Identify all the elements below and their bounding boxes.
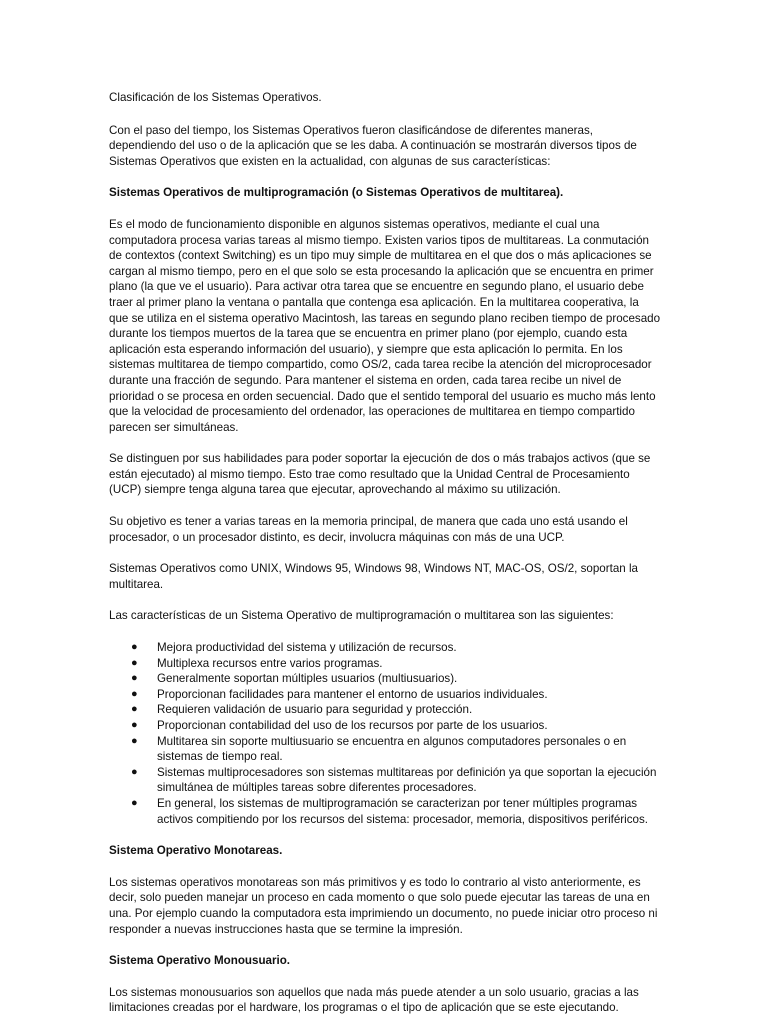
characteristics-list [109,640,661,827]
section-heading-monousuario: Sistema Operativo Monousuario. [109,954,291,968]
bullet-icon: ● [131,656,138,669]
paragraph: Los sistemas operativos monotareas son más primitivos y es todo lo contrario al visto anteriormente, es decir, solo pueden manejar un proceso en cada momento o que solo puede ejecutar las tareas de una en una. Por ejemplo cuando la computadora esta imprimiendo un documento, no puede iniciar otro proceso ni responder a nuevas instrucciones hasta que se termine la impresión. [109,875,658,936]
document-page [109,90,661,1032]
list-item [109,702,661,718]
list-item-text: Sistemas multiprocesadores son sistemas multitareas por definición ya que soportan la ejecución simultánea de múltiples tareas sobre diferentes procesadores. [157,765,657,795]
bullet-icon: ● [131,641,138,654]
section-heading-monotareas: Sistema Operativo Monotareas. [109,844,283,858]
list-item [109,671,661,687]
list-item [109,718,661,734]
list-item-text: Proporcionan facilidades para mantener el entorno de usuarios individuales. [157,687,548,701]
list-item-text: Mejora productividad del sistema y utilización de recursos. [157,641,457,655]
bullet-icon: ● [131,796,138,809]
list-item-text: Multitarea sin soporte multiusuario se encuentra en algunos computadores personales o en sistemas de tiempo real. [157,734,627,764]
section-heading-multiprogramacion: Sistemas Operativos de multiprogramación (o Sistemas Operativos de multitarea). [109,186,564,200]
list-item [109,656,661,672]
list-item-text: Requieren validación de usuario para seguridad y protección. [157,703,473,717]
paragraph: Los sistemas monousuarios son aquellos que nada más puede atender a un solo usuario, gracias a las limitaciones creadas por el hardware, los programas o el tipo de aplicación que se este ejecutando. [109,985,639,1015]
intro-paragraph: Con el paso del tiempo, los Sistemas Operativos fueron clasificándose de diferentes maneras, dependiendo del uso o de la aplicación que se les daba. A continuación se mostrarán diversos tipos de Sistemas Operativos que existen en la actualidad, con algunas de sus características: [109,123,637,168]
list-item-text: En general, los sistemas de multiprogramación se caracterizan por tener múltiples programas activos compitiendo por los recursos del sistema: procesador, memoria, dispositivos periféricos. [157,796,649,826]
paragraph: Las características de un Sistema Operativo de multiprogramación o multitarea son las siguientes: [109,609,614,623]
list-item-text: Generalmente soportan múltiples usuarios (multiusuarios). [157,672,458,686]
list-item [109,640,661,656]
bullet-icon: ● [131,687,138,700]
bullet-icon: ● [131,672,138,685]
paragraph: Se distinguen por sus habilidades para poder soportar la ejecución de dos o más trabajos activos (que se están ejecutado) al mismo tiempo. Esto trae como resultado que la Unidad Central de Procesamiento (UCP) siempre tenga alguna tarea que ejecutar, aprovechando al máximo su utilización. [109,452,651,497]
bullet-icon: ● [131,765,138,778]
list-item-text: Proporcionan contabilidad del uso de los recursos por parte de los usuarios. [157,719,548,732]
paragraph: Es el modo de funcionamiento disponible en algunos sistemas operativos, mediante el cual una computadora procesa varias tareas al mismo tiempo. Existen varios tipos de multitareas. La conmutación de contextos (context Switching) es un tipo muy simple de multitarea en el que dos o más aplicaciones se cargan al mismo tiempo, pero en el que solo se esta procesando la aplicación que se encuentra en primer plano (la que ve el usuario). Para activar otra tarea que se encuentre en segundo plano, el usuario debe traer al primer plano la ventana o pantalla que contenga esa aplicación. En la multitarea cooperativa, la que se utiliza en el sistema operativo Macintosh, las tareas en segundo plano reciben tiempo de procesado durante los tiempos muertos de la tarea que se encuentra en primer plano (por ejemplo, cuando esta aplicación esta esperando información del usuario), y siempre que esta aplicación lo permita. En los sistemas multitarea de tiempo compartido, como OS/2, cada tarea recibe la atención del microprocesador durante una fracción de segundo. Para mantener el sistema en orden, cada tarea recibe un nivel de prioridad o se procesa en orden secuencial. Dado que el sentido temporal del usuario es mucho más lento que la velocidad de procesamiento del ordenador, las operaciones de multitarea en tiempo compartido parecen ser simultáneas. [109,217,661,434]
list-item [109,734,661,765]
paragraph: Su objetivo es tener a varias tareas en la memoria principal, de manera que cada uno está usando el procesador, o un procesador distinto, es decir, involucra máquinas con más de una UCP. [109,515,628,544]
bullet-icon: ● [131,719,138,731]
paragraph: Sistemas Operativos como UNIX, Windows 95, Windows 98, Windows NT, MAC-OS, OS/2, soportan la multitarea. [109,562,638,591]
list-item [109,796,661,827]
bullet-icon: ● [131,734,138,747]
list-item-text: Multiplexa recursos entre varios programas. [157,656,383,670]
list-item [109,765,661,796]
bullet-icon: ● [131,703,138,716]
list-item [109,687,661,703]
document-title: Clasificación de los Sistemas Operativos. [109,91,322,104]
